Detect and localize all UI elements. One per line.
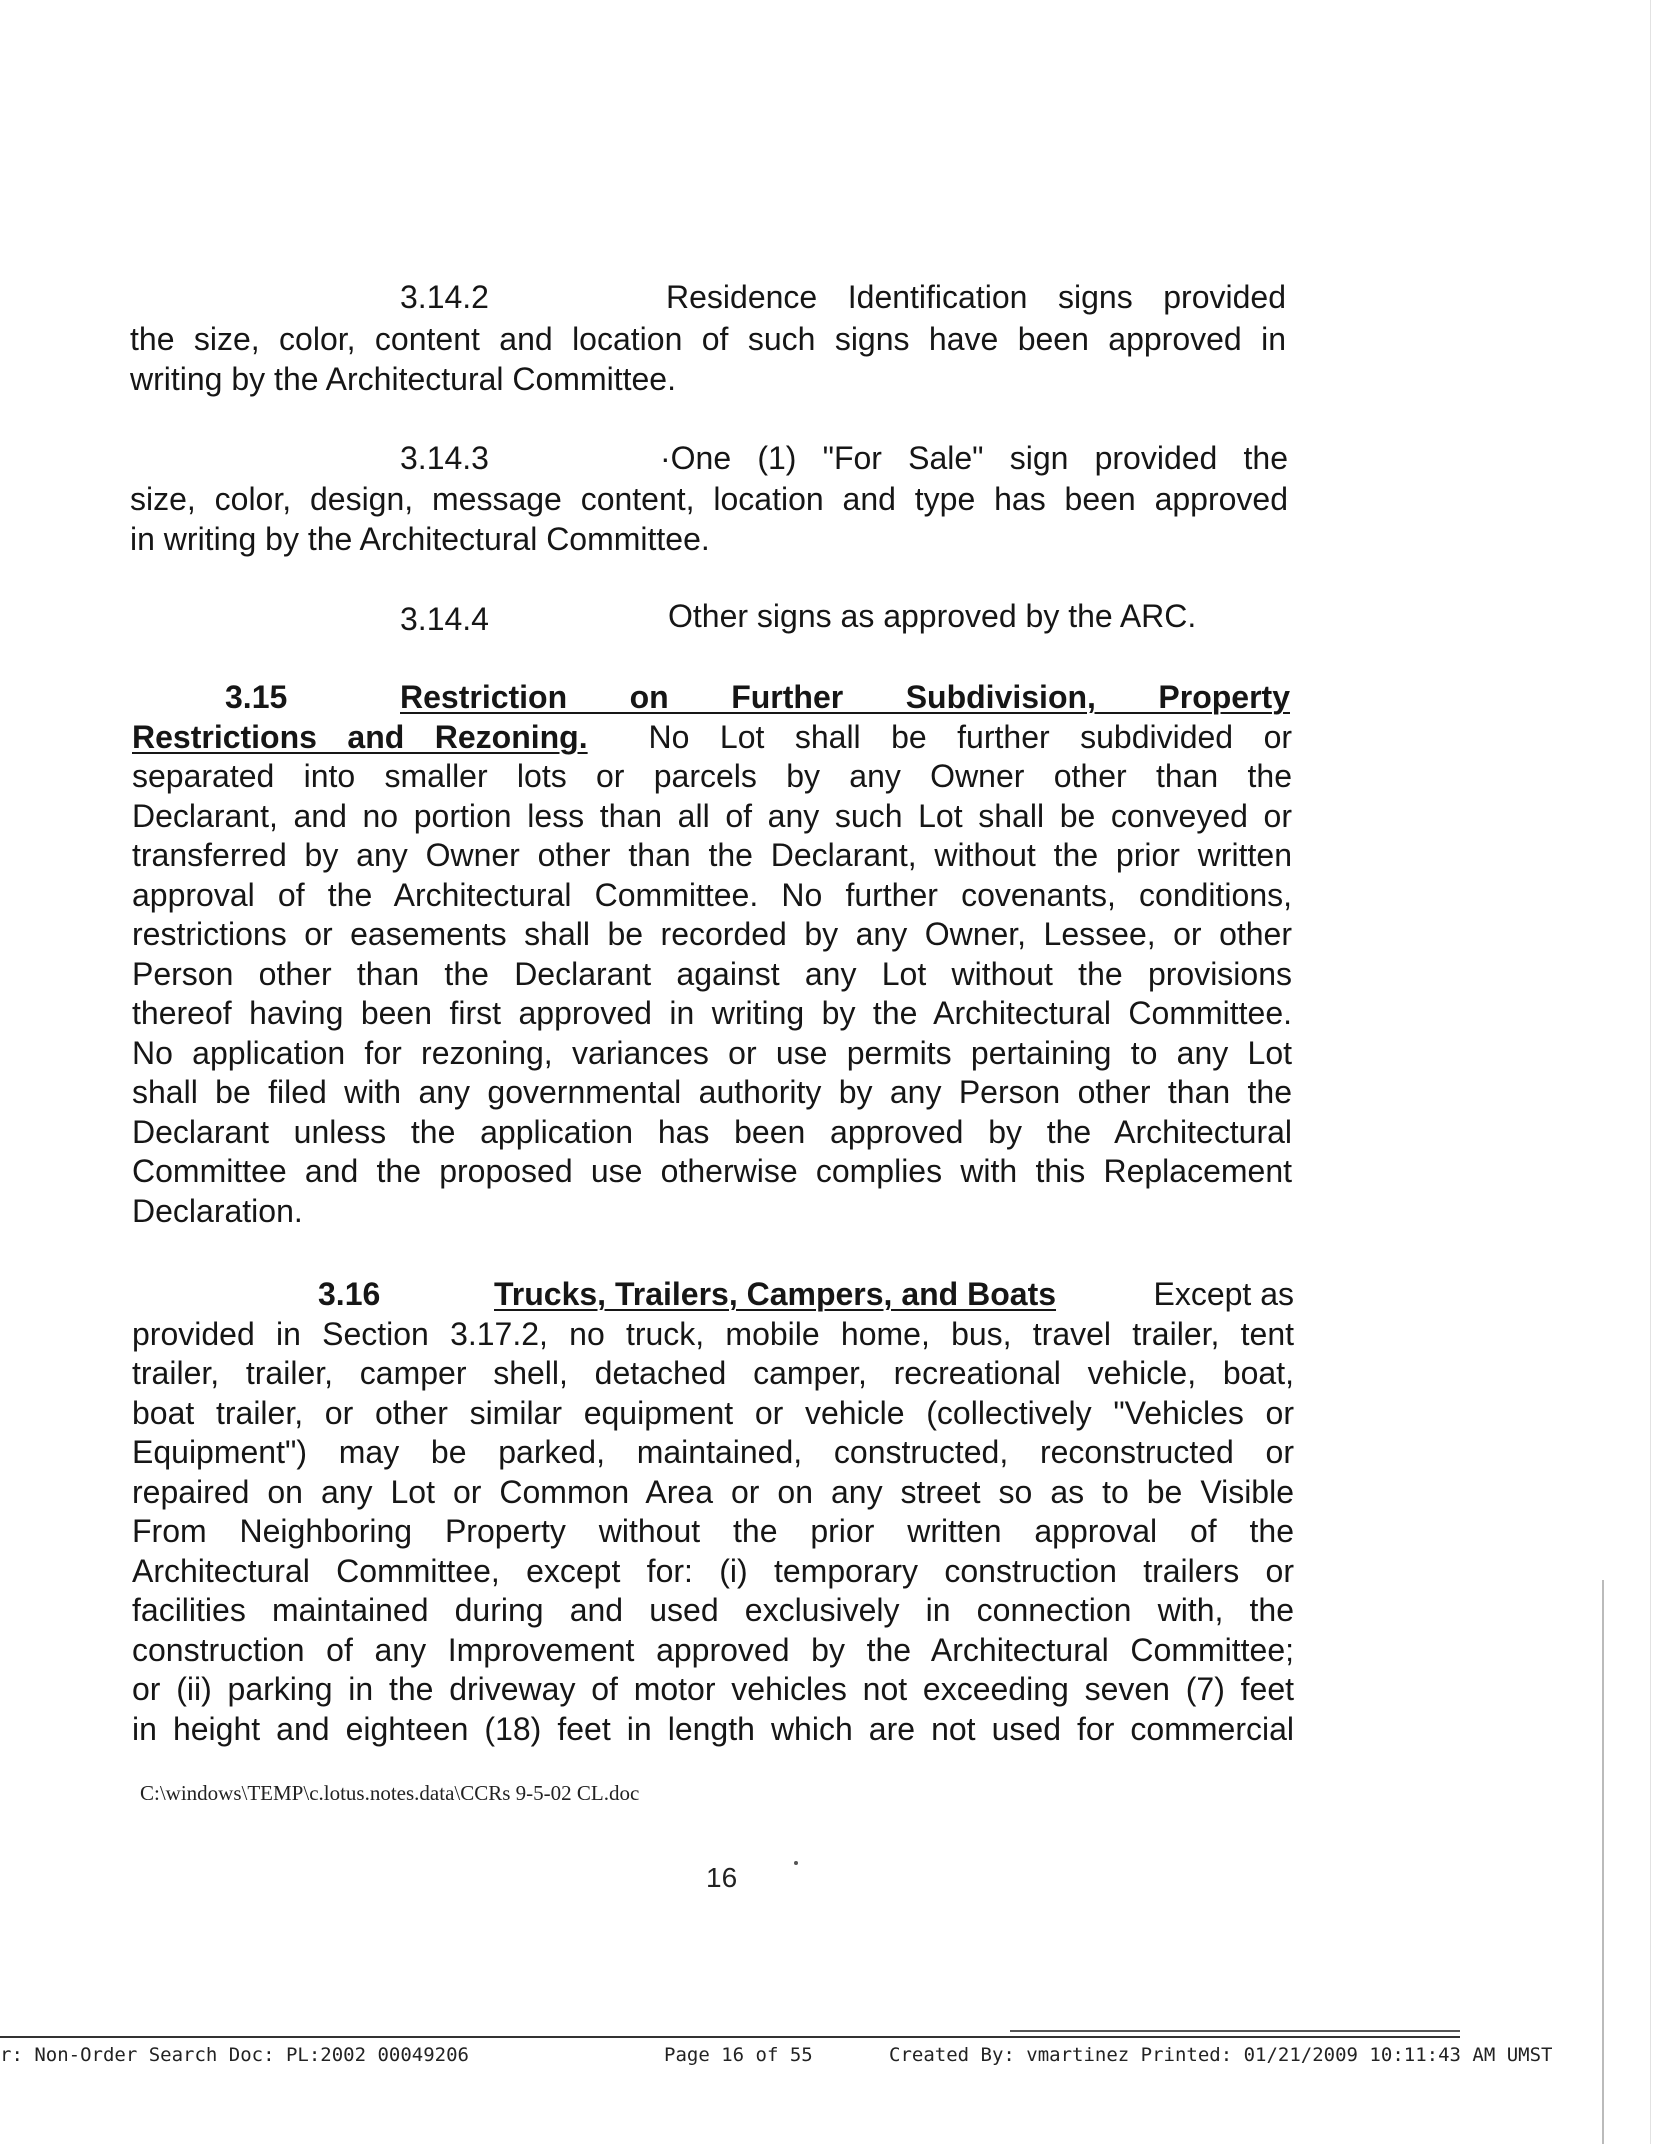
footer-divider (1010, 2030, 1460, 2032)
section-line: separated into smaller lots or parcels by any Owner other than the (132, 758, 1292, 794)
section-line: From Neighboring Property without the prior written approval of the (132, 1513, 1294, 1549)
subsection-first-line: Residence Identification signs provided (666, 279, 1286, 315)
section-number: 3.16 (318, 1276, 381, 1312)
section-title: Restriction on Further Subdivision, Property (400, 679, 1290, 715)
section-line: or (ii) parking in the driveway of motor vehicles not exceeding seven (7) feet (132, 1671, 1294, 1707)
subsection-first-line: ·One (1) "For Sale" sign provided the (660, 440, 1288, 476)
subsection-first-line: Other signs as approved by the ARC. (668, 598, 1197, 634)
subsection-line: in writing by the Architectural Committee. (130, 520, 710, 557)
section-line: Committee and the proposed use otherwise complies with this Replacement (132, 1153, 1292, 1189)
subsection-line: writing by the Architectural Committee. (130, 360, 676, 397)
section-line: trailer, trailer, camper shell, detached camper, recreational vehicle, boat, (132, 1355, 1294, 1391)
section-line: Architectural Committee, except for: (i) temporary construction trailers or (132, 1552, 1294, 1589)
section-line (132, 718, 1292, 758)
subsection-number: 3.14.2 (400, 279, 489, 315)
section-line: provided in Section 3.17.2, no truck, mobile home, bus, travel trailer, tent (132, 1315, 1294, 1352)
scan-speck (794, 1861, 798, 1865)
subsection-line: the size, color, content and location of such signs have been approved in (130, 321, 1286, 357)
section-line: No application for rezoning, variances or use permits pertaining to any Lot (132, 1034, 1292, 1071)
footer-order-info: r: Non-Order Search Doc: PL:2002 00049206 (0, 2044, 469, 2066)
section-title: Trucks, Trailers, Campers, and Boats (494, 1276, 1057, 1312)
footer-created-printed: Created By: vmartinez Printed: 01/21/2009 10:11:43 AM UMST (889, 2044, 1553, 2066)
section-heading-line (132, 1275, 1294, 1315)
footer-divider (0, 2036, 1460, 2038)
section-line: facilities maintained during and used exclusively in connection with, the (132, 1592, 1294, 1628)
page-number: 16 (706, 1862, 738, 1893)
section-number: 3.15 (225, 679, 288, 715)
subsection-line: size, color, design, message content, location and type has been approved (130, 481, 1288, 517)
section-3-16 (132, 1275, 1294, 1749)
footer-page-count: Page 16 of 55 (664, 2044, 813, 2066)
scan-edge-line (1650, 0, 1651, 2144)
subsection-number: 3.14.4 (400, 601, 489, 637)
section-heading-line (132, 678, 1292, 718)
section-line: construction of any Improvement approved by the Architectural Committee; (132, 1631, 1294, 1668)
section-line: approval of the Architectural Committee. No further covenants, conditions, (132, 876, 1292, 913)
section-line: Equipment") may be parked, maintained, constructed, reconstructed or (132, 1434, 1294, 1470)
section-line: Declarant unless the application has been approved by the Architectural (132, 1113, 1292, 1150)
section-line: Declaration. (132, 1192, 303, 1229)
section-line: boat trailer, or other similar equipment or vehicle (collectively "Vehicles or (132, 1394, 1294, 1431)
section-line: in height and eighteen (18) feet in length which are not used for commercial (132, 1710, 1294, 1747)
section-line: shall be filed with any governmental authority by any Person other than the (132, 1074, 1292, 1110)
section-line: thereof having been first approved in writing by the Architectural Committee. (132, 995, 1292, 1031)
section-3-15 (132, 678, 1292, 1231)
file-path: C:\windows\TEMP\c.lotus.notes.data\CCRs 9-5-02 CL.doc (140, 1781, 640, 1805)
section-line: Person other than the Declarant against any Lot without the provisions (132, 955, 1292, 992)
section-line: repaired on any Lot or Common Area or on any street so as to be Visible (132, 1473, 1294, 1510)
section-line: restrictions or easements shall be recorded by any Owner, Lessee, or other (132, 916, 1292, 952)
section-text: No Lot shall be further subdivided or (648, 718, 1293, 755)
subsection-number: 3.14.3 (400, 440, 489, 476)
section-text: Except as (1153, 1276, 1294, 1312)
scan-edge-line (1602, 1580, 1604, 2144)
section-line: transferred by any Owner other than the Declarant, without the prior written (132, 837, 1292, 873)
section-title-cont: Restrictions and Rezoning. (132, 718, 588, 755)
subsection-body (130, 320, 1286, 399)
subsection-body (130, 480, 1288, 559)
section-line: Declarant, and no portion less than all of any such Lot shall be conveyed or (132, 797, 1292, 834)
